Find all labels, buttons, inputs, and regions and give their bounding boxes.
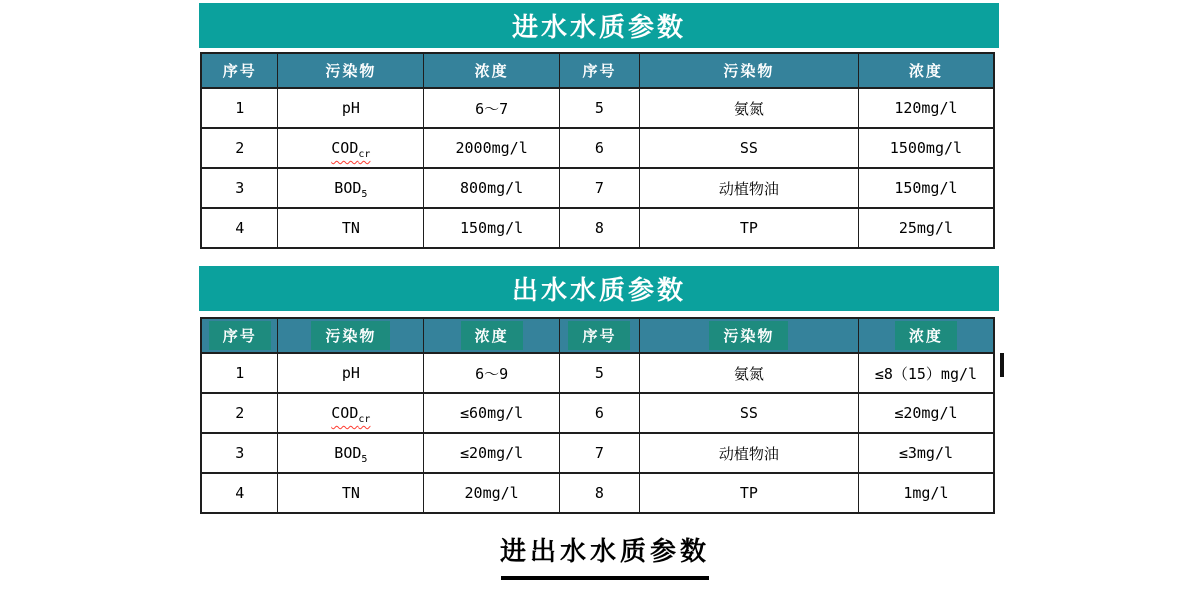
header-no-2: 序号 [559, 53, 639, 88]
cell-no: 7 [559, 168, 639, 208]
cell-pollutant: 动植物油 [639, 168, 858, 208]
table-row [201, 88, 994, 128]
cell-no: 5 [559, 88, 639, 128]
cell-no: 8 [559, 473, 639, 513]
header-pollutant-2: 污染物 [639, 53, 858, 88]
cell-pollutant: pH [278, 353, 424, 393]
cell-concentration: 20mg/l [424, 473, 560, 513]
table-row [201, 128, 994, 168]
cell-concentration: ≤20mg/l [858, 393, 994, 433]
header-no-1: 序号 [201, 53, 278, 88]
table-row [201, 353, 994, 393]
influent-header-row [201, 53, 994, 88]
cell-no: 2 [201, 128, 278, 168]
cell-concentration: 2000mg/l [424, 128, 560, 168]
cell-pollutant: pH [278, 88, 424, 128]
cell-concentration: 120mg/l [858, 88, 994, 128]
cell-no: 3 [201, 168, 278, 208]
cell-pollutant: TP [639, 208, 858, 248]
header-concentration-2: 浓度 [858, 53, 994, 88]
header-pollutant-1: 污染物 [278, 53, 424, 88]
cell-no: 6 [559, 393, 639, 433]
header-concentration-1: 浓度 [424, 318, 560, 353]
cell-concentration: 6～9 [424, 353, 560, 393]
cell-pollutant: 动植物油 [639, 433, 858, 473]
cell-concentration: 1mg/l [858, 473, 994, 513]
cell-concentration: 6～7 [424, 88, 560, 128]
caption-underline [501, 576, 709, 580]
header-concentration-2: 浓度 [858, 318, 994, 353]
header-pollutant-1: 污染物 [278, 318, 424, 353]
header-no-2: 序号 [559, 318, 639, 353]
cell-concentration: ≤20mg/l [424, 433, 560, 473]
cell-concentration: 1500mg/l [858, 128, 994, 168]
cell-pollutant: $BOD_5$ [278, 168, 424, 208]
cell-no: 4 [201, 473, 278, 513]
header-concentration-1: 浓度 [424, 53, 560, 88]
cell-no: 6 [559, 128, 639, 168]
caption [200, 531, 1010, 580]
cell-concentration: ≤60mg/l [424, 393, 560, 433]
cell-no: 4 [201, 208, 278, 248]
cell-pollutant: TN [278, 473, 424, 513]
influent-title-banner [199, 3, 999, 48]
effluent-header-row [201, 318, 994, 353]
table-row [201, 393, 994, 433]
cell-pollutant: $COD_{cr}$ [278, 128, 424, 168]
effluent-title: 出水水质参数 [511, 276, 686, 306]
cell-no: 1 [201, 88, 278, 128]
cell-pollutant: TN [278, 208, 424, 248]
cell-pollutant: SS [639, 393, 858, 433]
cell-no: 7 [559, 433, 639, 473]
table-row [201, 168, 994, 208]
cell-pollutant: $COD_{cr}$ [278, 393, 424, 433]
header-no-1: 序号 [201, 318, 278, 353]
text-cursor-artifact [1000, 353, 1004, 377]
cell-concentration: ≤8（15）mg/l [858, 353, 994, 393]
effluent-table [200, 317, 995, 514]
effluent-title-banner [199, 266, 999, 311]
cell-no: 3 [201, 433, 278, 473]
cell-concentration: ≤3mg/l [858, 433, 994, 473]
cell-concentration: 150mg/l [858, 168, 994, 208]
cell-pollutant: $BOD_5$ [278, 433, 424, 473]
header-pollutant-2: 污染物 [639, 318, 858, 353]
cell-no: 2 [201, 393, 278, 433]
influent-table [200, 52, 995, 249]
cell-concentration: 800mg/l [424, 168, 560, 208]
table-row [201, 473, 994, 513]
cell-concentration: 150mg/l [424, 208, 560, 248]
cell-concentration: 25mg/l [858, 208, 994, 248]
table-row [201, 208, 994, 248]
cell-no: 5 [559, 353, 639, 393]
table-row [201, 433, 994, 473]
cell-pollutant: 氨氮 [639, 88, 858, 128]
cell-pollutant: SS [639, 128, 858, 168]
cell-no: 8 [559, 208, 639, 248]
cell-pollutant: TP [639, 473, 858, 513]
caption-text: 进出水水质参数 [499, 537, 710, 567]
cell-pollutant: 氨氮 [639, 353, 858, 393]
cell-no: 1 [201, 353, 278, 393]
influent-title: 进水水质参数 [511, 13, 686, 43]
